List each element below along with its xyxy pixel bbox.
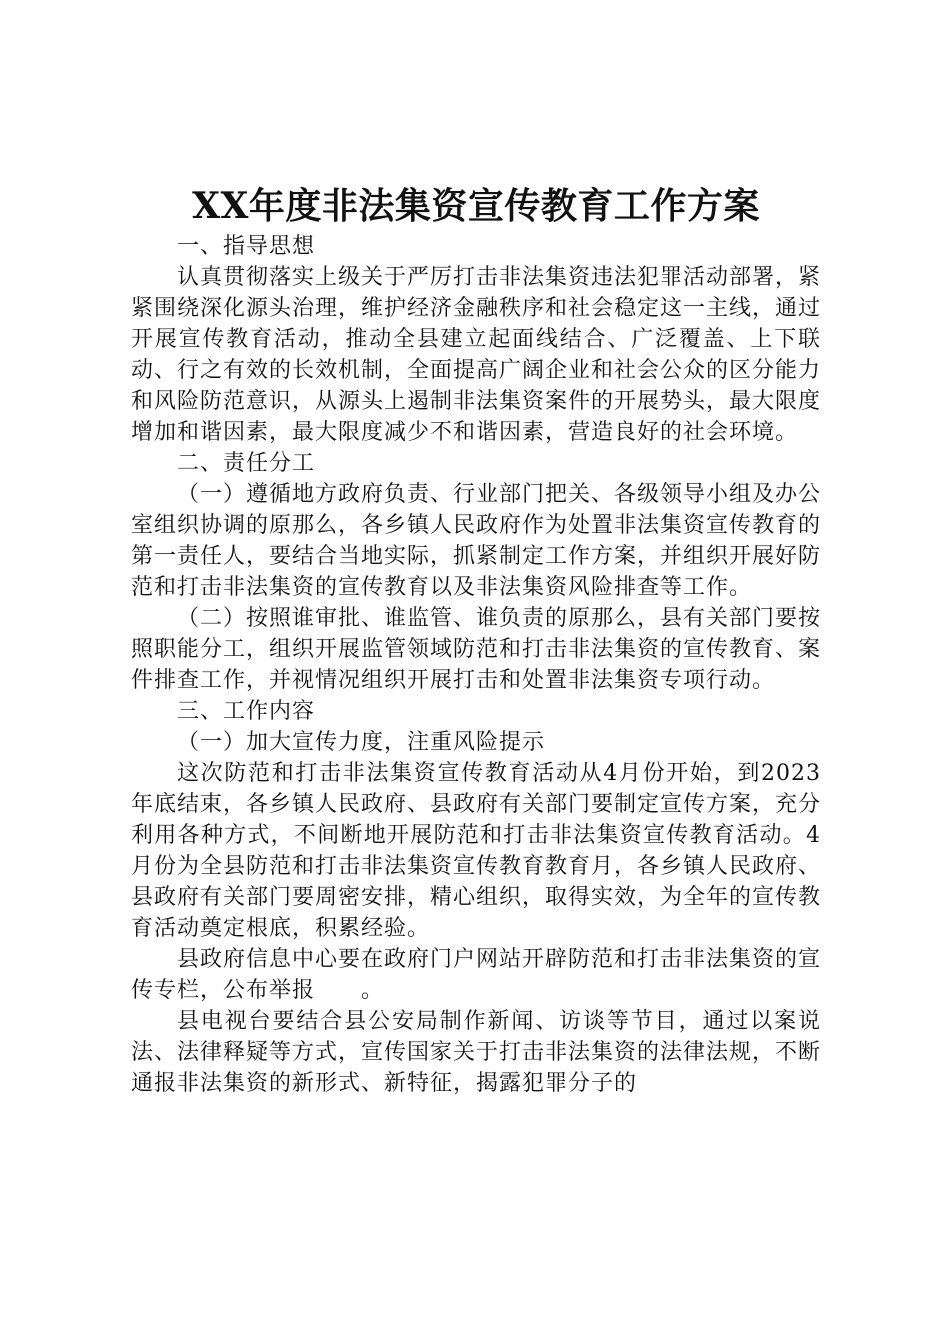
paragraph-info-center: 县政府信息中心要在政府门户网站开辟防范和打击非法集资的宣传专栏，公布举报 。 [131, 947, 822, 1003]
subsection-heading-publicity: （一）加大宣传力度，注重风险提示 [177, 730, 546, 755]
paragraph-publicity-campaign: 这次防范和打击非法集资宣传教育活动从4月份开始，到2023年底结束，各乡镇人民政府、县政府有关部门要制定宣传方案，充分利用各种方式，不间断地开展防范和打击非法集资宣传教育活动。4月份为全县防范和打击非法集资宣传教育教育月，各乡镇人民政府、县政府有关部门要周密安排，精心组织，取得实效，为全年的宣传教育活动奠定根底，积累经验。 [131, 761, 822, 941]
document-title: XX年度非法集资宣传教育工作方案 [192, 185, 760, 227]
paragraph-responsibility-2: （二）按照谁审批、谁监管、谁负责的原那么，县有关部门要按照职能分工，组织开展监管领域防范和打击非法集资的宣传教育、案件排查工作，并视情况组织开展打击和处置非法集资专项行动。 [131, 606, 822, 693]
paragraph-responsibility-1: （一）遵循地方政府负责、行业部门把关、各级领导小组及办公室组织协调的原那么，各乡镇人民政府作为处置非法集资宣传教育的第一责任人，要结合当地实际，抓紧制定工作方案，并组织开展好防范和打击非法集资的宣传教育以及非法集资风险排查等工作。 [131, 482, 822, 600]
section-heading-work-content: 三、工作内容 [177, 699, 316, 724]
paragraph-guiding-ideology: 认真贯彻落实上级关于严厉打击非法集资违法犯罪活动部署，紧紧围绕深化源头治理，维护经济金融秩序和社会稳定这一主线，通过开展宣传教育活动，推动全县建立起面线结合、广泛覆盖、上下联动、行之有效的长效机制，全面提高广阔企业和社会公众的区分能力和风险防范意识，从源头上遏制非法集资案件的开展势头，最大限度增加和谐因素，最大限度减少不和谐因素，营造良好的社会环境。 [131, 265, 822, 445]
section-heading-guiding-ideology: 一、指导思想 [177, 234, 316, 259]
document-page [131, 183, 821, 1099]
section-heading-responsibility: 二、责任分工 [177, 451, 316, 476]
paragraph-tv-station: 县电视台要结合县公安局制作新闻、访谈等节目，通过以案说法、法律释疑等方式，宣传国家关于打击非法集资的法律法规，不断通报非法集资的新形式、新特征，揭露犯罪分子的 [131, 1009, 822, 1096]
